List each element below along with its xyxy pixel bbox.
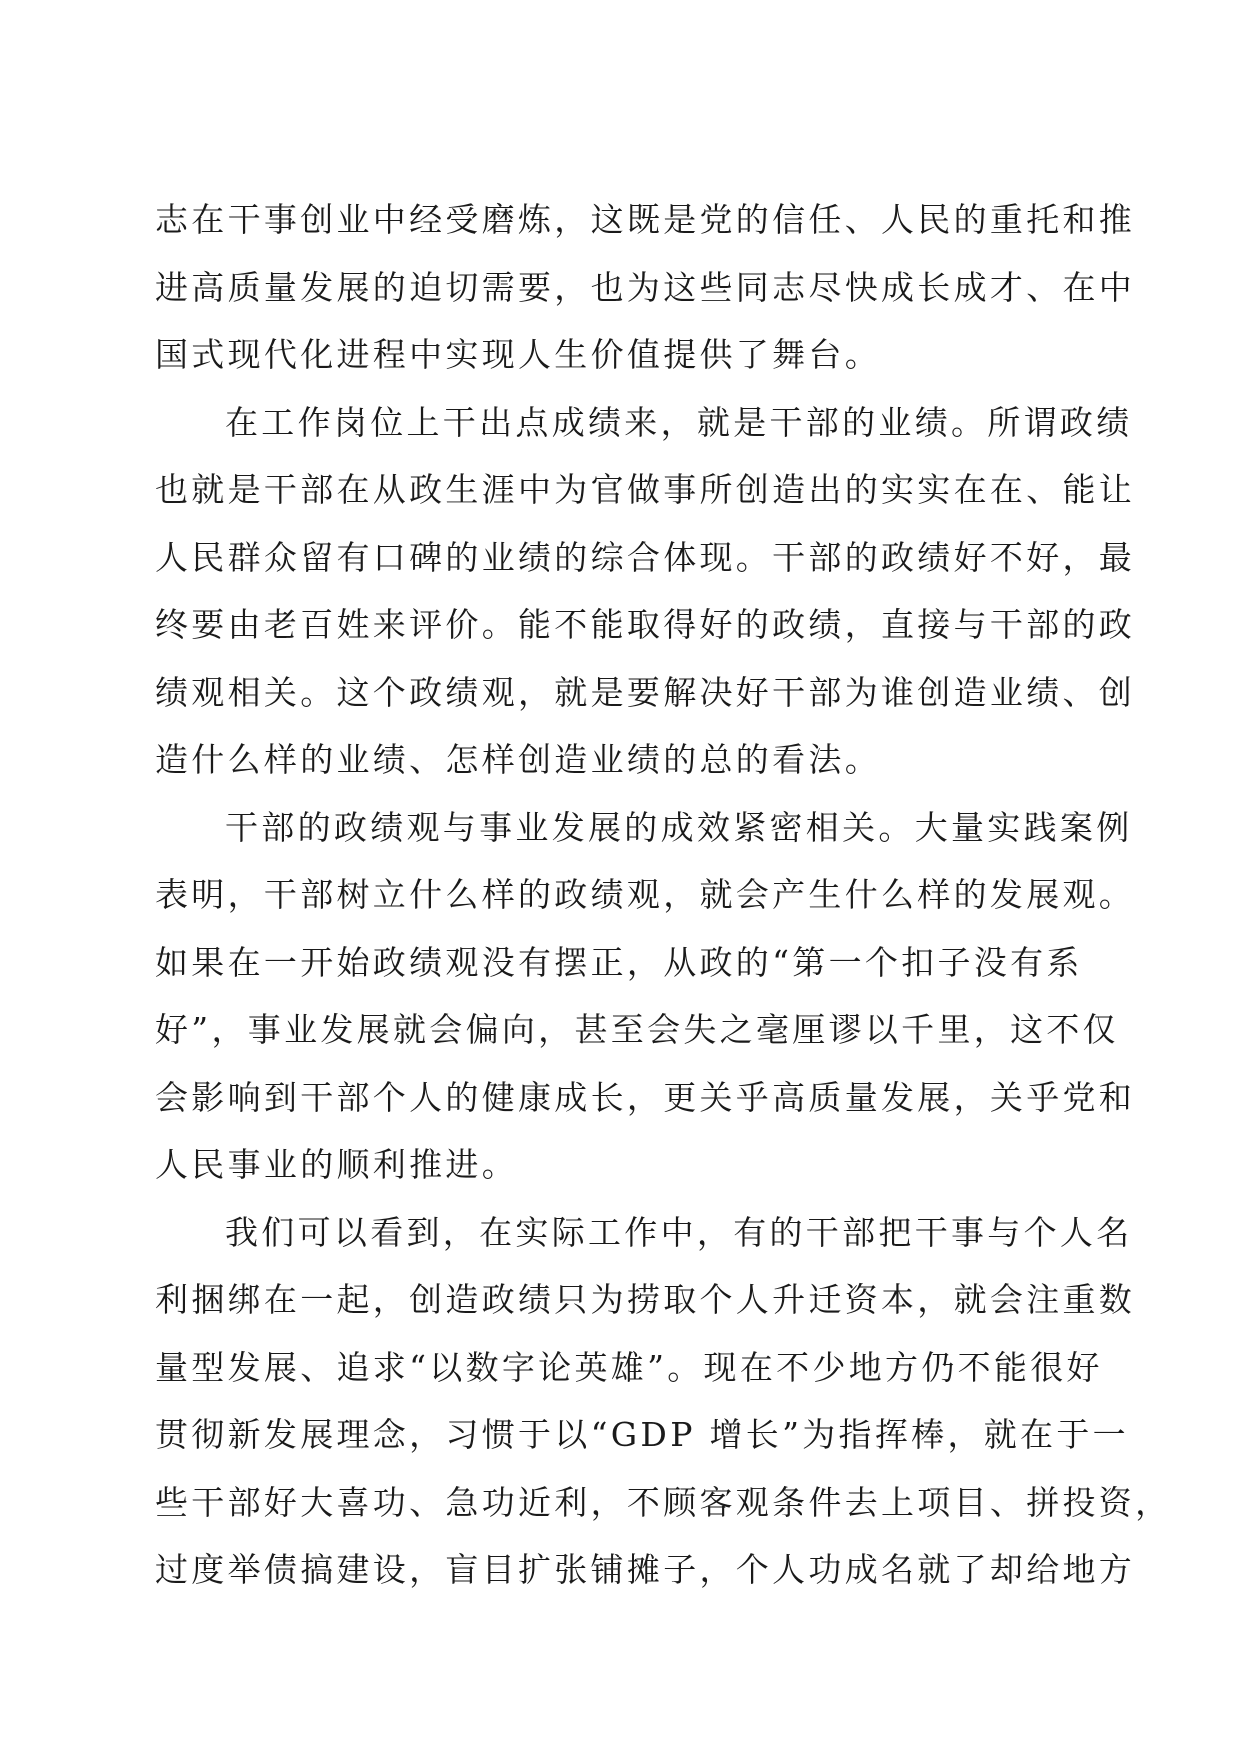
text-line: 好”，事业发展就会偏向，甚至会失之毫厘谬以千里，这不仅 <box>155 1010 1119 1049</box>
paragraph-first-line: 在工作岗位上干出点成绩来，就是干部的业绩。所谓政绩 <box>225 402 1133 442</box>
text-line: 人民事业的顺利推进。 <box>155 1145 518 1184</box>
text-line: 量型发展、追求“以数字论英雄”。现在不少地方仍不能很好 <box>155 1347 1103 1387</box>
text-line: 志在干事创业中经受磨炼，这既是党的信任、人民的重托和推 <box>155 200 1136 239</box>
text-line: 利捆绑在一起，创造政绩只为捞取个人升迁资本，就会注重数 <box>155 1280 1136 1319</box>
text-line: 会影响到干部个人的健康成长，更关乎高质量发展，关乎党和 <box>155 1077 1136 1117</box>
text-line: 造什么样的业绩、怎样创造业绩的总的看法。 <box>155 740 881 779</box>
text-line: 进高质量发展的迫切需要，也为这些同志尽快成长成才、在中 <box>155 267 1136 307</box>
text-line: 人民群众留有口碑的业绩的综合体现。干部的政绩好不好，最 <box>155 537 1136 577</box>
text-line: 终要由老百姓来评价。能不能取得好的政绩，直接与干部的政 <box>155 605 1136 644</box>
body-text <box>155 186 1172 1604</box>
paragraph-first-line: 我们可以看到，在实际工作中，有的干部把干事与个人名 <box>225 1212 1133 1252</box>
paragraph-first-line: 干部的政绩观与事业发展的成效紧密相关。大量实践案例 <box>225 807 1133 847</box>
text-line: 国式现代化进程中实现人生价值提供了舞台。 <box>155 335 881 374</box>
text-line: 些干部好大喜功、急功近利，不顾客观条件去上项目、拼投资， <box>155 1482 1172 1522</box>
text-line: 也就是干部在从政生涯中为官做事所创造出的实实在在、能让 <box>155 470 1136 509</box>
text-line: 过度举债搞建设，盲目扩张铺摊子，个人功成名就了却给地方 <box>155 1550 1136 1589</box>
text-line: 如果在一开始政绩观没有摆正，从政的“第一个扣子没有系 <box>155 942 1083 982</box>
text-line: 贯彻新发展理念，习惯于以“GDP 增长”为指挥棒，就在于一 <box>155 1415 1129 1454</box>
text-line: 绩观相关。这个政绩观，就是要解决好干部为谁创造业绩、创 <box>155 672 1136 712</box>
text-line: 表明，干部树立什么样的政绩观，就会产生什么样的发展观。 <box>155 875 1136 914</box>
